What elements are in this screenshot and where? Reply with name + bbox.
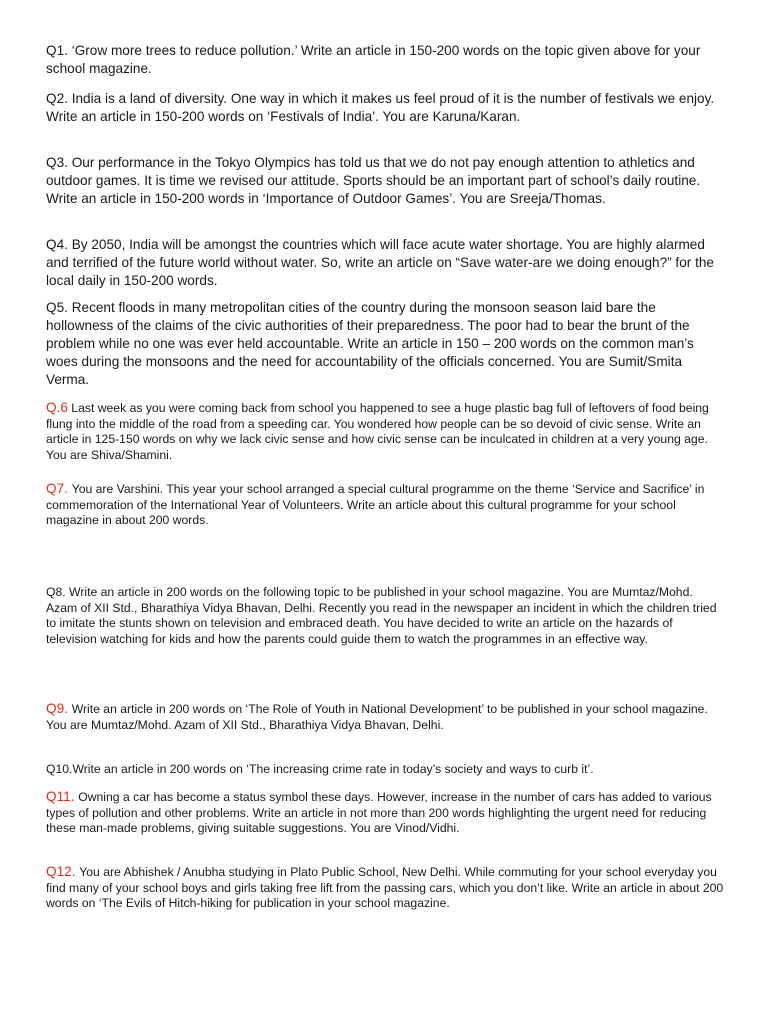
question-6-text: Last week as you were coming back from school you happened to see a huge plastic bag full of leftovers of food being flung into the middle of the road from a speeding car. You wondered how people can be so devoid of civic sense. Write an article in 125-150 words on why we lack civic sense and how civic sense can be inculcated in children at a very young age. You are Shiva/Shamini. <box>46 401 709 463</box>
question-1-text: ‘Grow more trees to reduce pollution.’ Write an article in 150-200 words on the topic given above for your school magazine. <box>46 43 701 77</box>
question-7-number: Q7. <box>46 481 72 496</box>
question-5-text: Recent floods in many metropolitan cities of the country during the monsoon season laid bare the hollowness of the claims of the civic authorities of their preparedness. The poor had to bear the brunt of the problem while no one was ever held accountable. Write an article in 150 – 200 words on the common man’s woes during the monsoons and the need for accountability of the officials concerned. You are Sumit/Smita Verma. <box>46 300 694 388</box>
question-11-text: Owning a car has become a status symbol these days. However, increase in the number of cars has added to various types of pollution and other problems. Write an article in not more than 200 words highlighting the urgent need for reducing these man-made problems, giving suitable suggestions. You are Vinod/Vidhi. <box>46 790 712 836</box>
question-10-number: Q10. <box>46 762 73 776</box>
question-9-number: Q9. <box>46 701 72 716</box>
question-3 <box>46 154 726 208</box>
question-6-number: Q.6 <box>46 400 68 415</box>
question-12-number: Q12. <box>46 864 80 879</box>
question-5 <box>46 299 726 389</box>
question-10 <box>46 762 726 778</box>
question-1 <box>46 42 726 78</box>
question-11 <box>46 789 726 837</box>
question-7-text: You are Varshini. This year your school arranged a special cultural programme on the theme ‘Service and Sacrifice’ in commemoration of the International Year of Volunteers. Write an article about this cultural programme for your school magazine in about 200 words. <box>46 482 705 528</box>
question-9-text: Write an article in 200 words on ‘The Role of Youth in National Development’ to be published in your school magazine. You are Mumtaz/Mohd. Azam of XII Std., Bharathiya Vidya Bhavan, Delhi. <box>46 702 708 732</box>
question-2-text: India is a land of diversity. One way in which it makes us feel proud of it is the number of festivals we enjoy. Write an article in 150-200 words on ‘Festivals of India’. You are Karuna/Karan. <box>46 91 715 125</box>
question-8-number: Q8. <box>46 585 70 599</box>
question-9 <box>46 701 726 733</box>
question-12-text: You are Abhishek / Anubha studying in Plato Public School, New Delhi. While commuting for your school everyday you find many of your school boys and girls taking free lift from the passing cars, which you don’t like. Write an article in about 200 words on ‘The Evils of Hitch-hiking for publication in your school magazine. <box>46 865 724 911</box>
question-5-number: Q5. <box>46 300 72 315</box>
question-6 <box>46 400 726 464</box>
question-4-number: Q4. <box>46 237 72 252</box>
question-1-number: Q1. <box>46 43 72 58</box>
question-3-text: Our performance in the Tokyo Olympics has told us that we do not pay enough attention to athletics and outdoor games. It is time we revised our attitude. Sports should be an important part of school’s daily routine. Write an article in 150-200 words in ‘Importance of Outdoor Games’. You are Sreeja/Thomas. <box>46 155 701 207</box>
question-12 <box>46 864 726 912</box>
question-2-number: Q2. <box>46 91 72 106</box>
question-3-number: Q3. <box>46 155 72 170</box>
question-7 <box>46 481 726 529</box>
question-11-number: Q11. <box>46 789 79 804</box>
question-4 <box>46 236 726 290</box>
question-8-text: Write an article in 200 words on the following topic to be published in your school magazine. You are Mumtaz/Mohd. Azam of XII Std., Bharathiya Vidya Bhavan, Delhi. Recently you read in the newspaper an incident in which the children tried to imitate the stunts shown on television and embraced death. You have decided to write an article on the hazards of television watching for kids and how the parents could guide them to watch the programmes in an effective way. <box>46 585 717 647</box>
question-4-text: By 2050, India will be amongst the countries which will face acute water shortage. You are highly alarmed and terrified of the future world without water. So, write an article on “Save water-are we doing enough?” for the local daily in 150-200 words. <box>46 237 714 289</box>
question-2 <box>46 90 726 126</box>
question-10-text: Write an article in 200 words on ‘The increasing crime rate in today’s society and ways to curb it’. <box>72 762 594 776</box>
question-8 <box>46 585 726 648</box>
